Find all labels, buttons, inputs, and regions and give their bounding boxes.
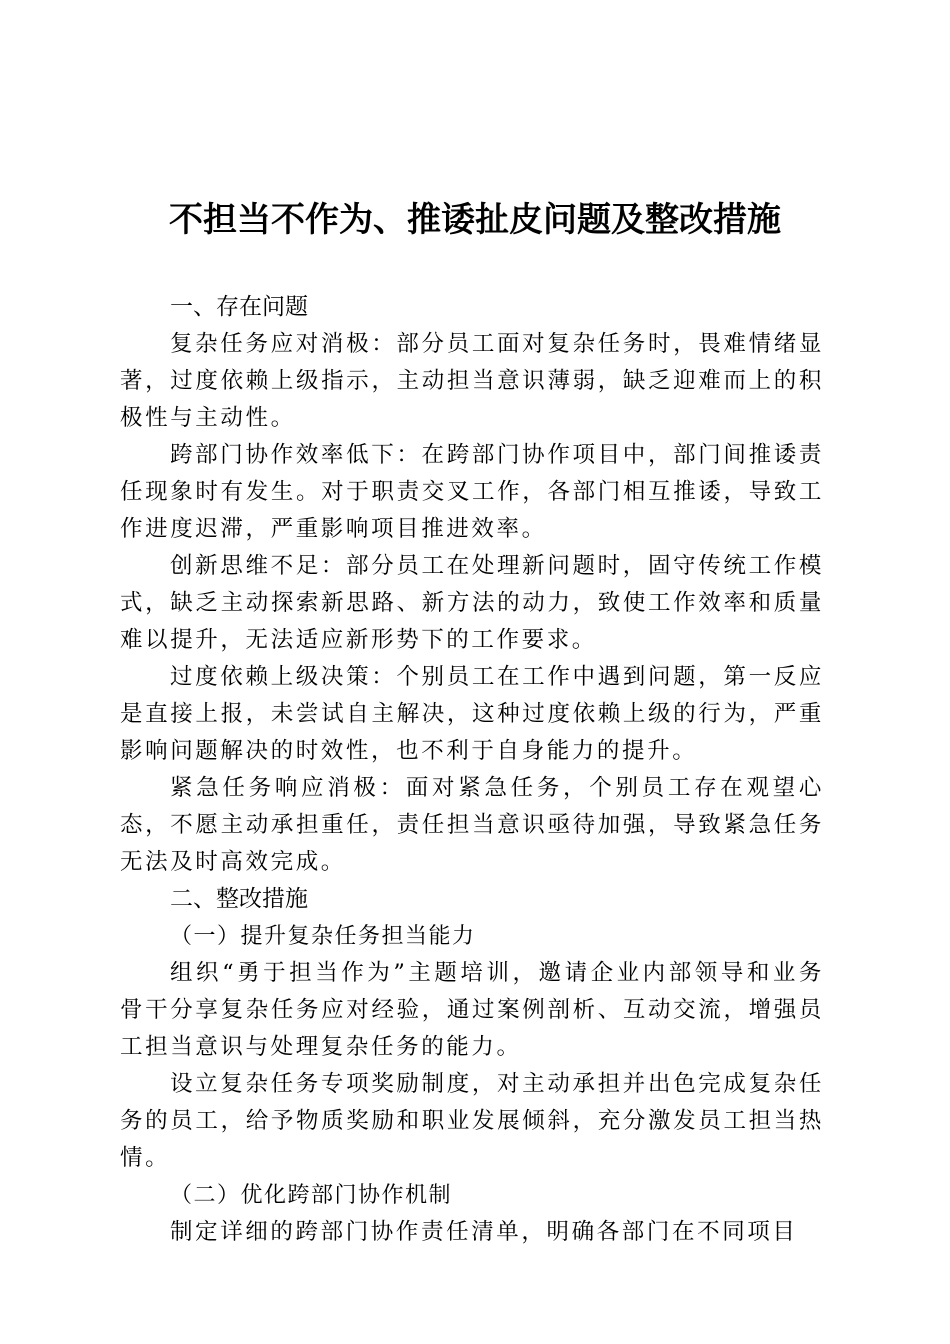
paragraph: 组织“勇于担当作为”主题培训，邀请企业内部领导和业务骨干分享复杂任务应对经验，通过案例剖析、互动交流，增强员工担当意识与处理复杂任务的能力。 xyxy=(120,960,824,1060)
paragraph: 跨部门协作效率低下：在跨部门协作项目中，部门间推诿责任现象时有发生。对于职责交叉工作，各部门相互推诿，导致工作进度迟滞，严重影响项目推进效率。 xyxy=(120,442,824,542)
paragraph: 设立复杂任务专项奖励制度，对主动承担并出色完成复杂任务的员工，给予物质奖励和职业发展倾斜，充分激发员工担当热情。 xyxy=(120,1071,824,1171)
section-heading-problems: 一、存在问题 xyxy=(170,294,308,320)
paragraph: 创新思维不足：部分员工在处理新问题时，固守传统工作模式，缺乏主动探索新思路、新方法的动力，致使工作效率和质量难以提升，无法适应新形势下的工作要求。 xyxy=(120,553,824,653)
paragraph: 紧急任务响应消极：面对紧急任务，个别员工存在观望心态，不愿主动承担重任，责任担当意识亟待加强，导致紧急任务无法及时高效完成。 xyxy=(120,775,824,875)
paragraph: 复杂任务应对消极：部分员工面对复杂任务时，畏难情绪显著，过度依赖上级指示，主动担当意识薄弱，缺乏迎难而上的积极性与主动性。 xyxy=(120,331,824,431)
subsection-heading: （二）优化跨部门协作机制 xyxy=(170,1183,453,1208)
document-title: 不担当不作为、推诿扯皮问题及整改措施 xyxy=(169,200,781,240)
paragraph: 制定详细的跨部门协作责任清单，明确各部门在不同项目 xyxy=(170,1219,798,1245)
paragraph: 过度依赖上级决策：个别员工在工作中遇到问题，第一反应是直接上报，未尝试自主解决，这种过度依赖上级的行为，严重影响问题解决的时效性，也不利于自身能力的提升。 xyxy=(120,664,824,764)
subsection-heading: （一）提升复杂任务担当能力 xyxy=(170,924,476,949)
section-heading-measures: 二、整改措施 xyxy=(170,886,308,912)
document-body xyxy=(120,289,824,1251)
